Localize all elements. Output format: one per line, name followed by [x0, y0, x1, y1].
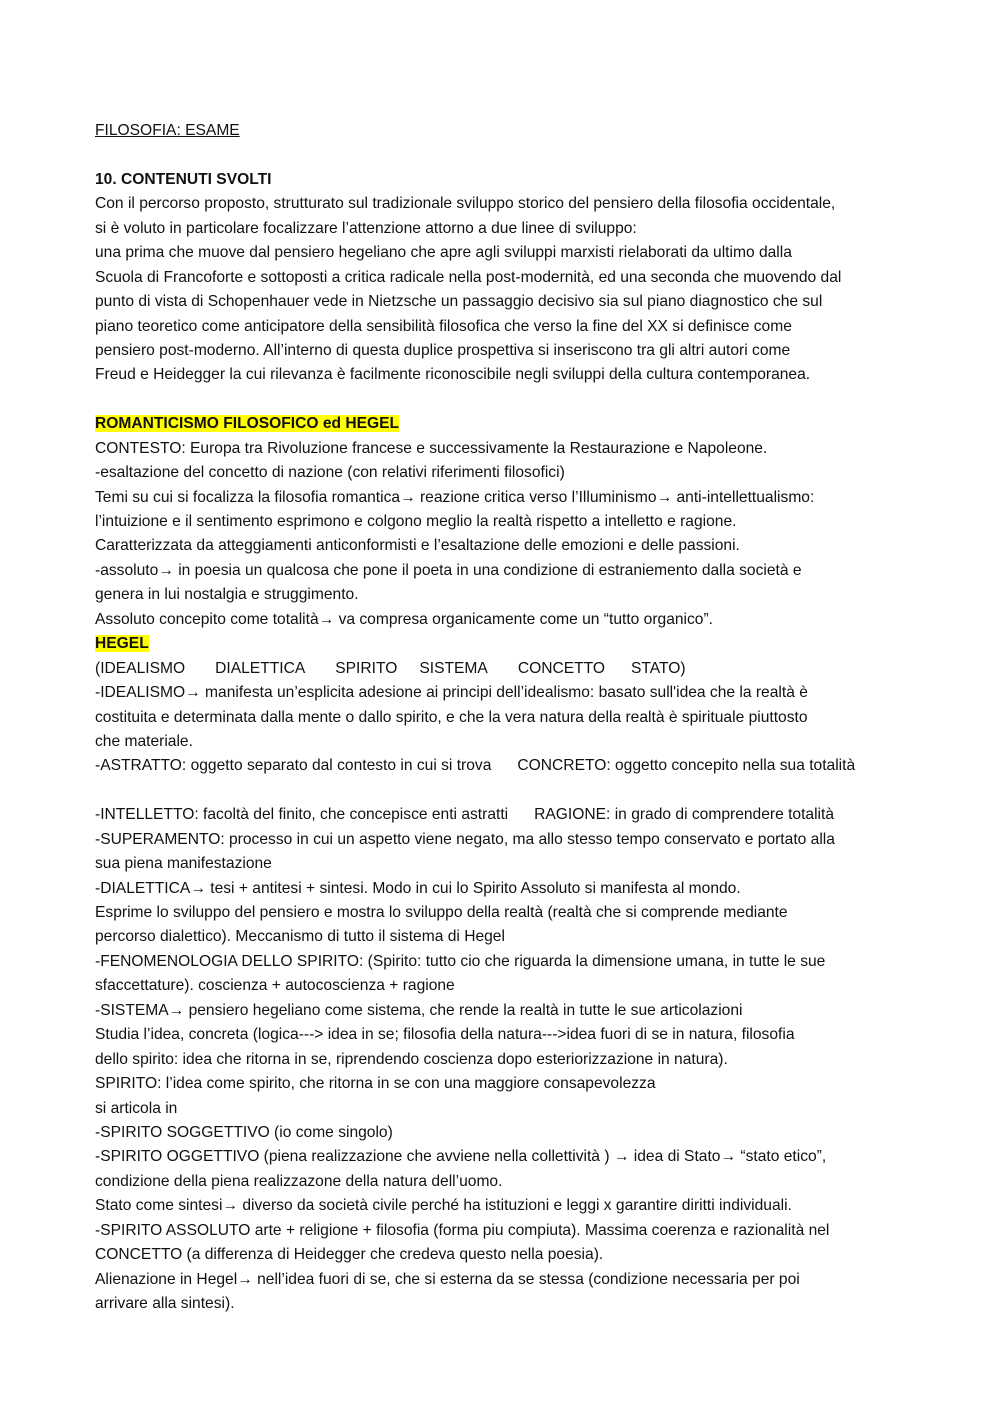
arrow-right-icon: →	[185, 684, 201, 702]
blank-line	[95, 779, 915, 803]
text-span: Temi su cui si focalizza la filosofia romantica	[95, 488, 401, 506]
paragraph-line: -SPIRITO SOGGETTIVO (io come singolo)	[95, 1123, 393, 1141]
paragraph-line: SPIRITO: l’idea come spirito, che ritorna in se con una maggiore consapevolezza	[95, 1075, 656, 1093]
text-span: “stato etico”,	[736, 1148, 827, 1166]
paragraph-line: -SPIRITO ASSOLUTO arte + religione + filosofia (forma piu compiuta). Massima coerenza e razionalità nel	[95, 1221, 830, 1239]
paragraph-line: si articola in	[95, 1099, 178, 1117]
paragraph-line: genera in lui nostalgia e struggimento.	[95, 586, 359, 604]
text-span: nell’idea fuori di se, che si esterna da se stessa (condizione necessaria per poi	[252, 1270, 800, 1288]
keyword: (IDEALISMO	[95, 659, 186, 677]
paragraph-line: Con il percorso proposto, strutturato sul tradizionale sviluppo storico del pensiero della filosofia occidentale,	[95, 195, 836, 213]
keyword: SPIRITO	[335, 659, 398, 677]
paragraph-line: sfaccettature). coscienza + autocoscienza + ragione	[95, 977, 455, 995]
paragraph-line: Freud e Heidegger la cui rilevanza è facilmente riconoscibile negli sviluppi della cultura contemporanea.	[95, 366, 811, 384]
arrow-right-icon: →	[400, 488, 416, 506]
document-title: FILOSOFIA: ESAME	[95, 122, 240, 139]
ragione-text: RAGIONE: in grado di comprendere totalità	[534, 806, 835, 824]
arrow-right-icon: →	[237, 1270, 253, 1288]
paragraph-line: Caratterizzata da atteggiamenti anticonformisti e l’esaltazione delle emozioni e delle passioni.	[95, 537, 740, 555]
document-page	[95, 119, 915, 1316]
paragraph-line: costituita e determinata dalla mente o dallo spirito, e che la vera natura della realtà è spirituale piuttosto	[95, 708, 808, 726]
paragraph-line: che materiale.	[95, 732, 193, 750]
paragraph-line	[95, 608, 915, 632]
paragraph-line: percorso dialettico). Meccanismo di tutto il sistema di Hegel	[95, 928, 505, 946]
paragraph-line	[95, 1194, 915, 1218]
highlighted-heading-hegel: HEGEL	[95, 635, 149, 653]
paragraph-line: condizione della piena realizzazone della natura dell’uomo.	[95, 1172, 503, 1190]
paragraph-line: pensiero post-moderno. All’interno di questa duplice prospettiva si inseriscono tra gli altri autori come	[95, 341, 791, 359]
blank-line	[95, 388, 915, 412]
paragraph-line: CONTESTO: Europa tra Rivoluzione francese e successivamente la Restaurazione e Napoleone.	[95, 439, 768, 457]
arrow-right-icon: →	[222, 1197, 239, 1215]
paragraph-line: l’intuizione e il sentimento esprimono e colgono meglio la realtà rispetto a intelletto e ragione.	[95, 513, 737, 530]
paragraph-line: Studia l’idea, concreta (logica---> idea in se; filosofia della natura--->idea fuori di se in natura, filosofia	[95, 1026, 795, 1044]
paragraph-line: CONCETTO (a differenza di Heidegger che credeva questo nella poesia).	[95, 1246, 604, 1264]
paragraph-line	[95, 486, 915, 510]
paragraph-line	[95, 1268, 915, 1292]
text-span: diverso da società civile perché ha istituzioni e leggi x garantire diritti individuali.	[238, 1197, 792, 1215]
text-span: Assoluto concepito come totalità	[95, 610, 319, 628]
arrow-right-icon: →	[158, 561, 174, 579]
paragraph-line: si è voluto in particolare focalizzare l’attenzione attorno a due linee di sviluppo:	[95, 219, 637, 237]
paragraph-line	[95, 1145, 915, 1169]
paragraph-line: Esprime lo sviluppo del pensiero e mostra lo sviluppo della realtà (realtà che si comprende mediante	[95, 904, 788, 921]
paragraph-line: dello spirito: idea che ritorna in se, riprendendo coscienza dopo esteriorizzazione in natura).	[95, 1050, 728, 1068]
paragraph-line	[95, 681, 915, 705]
arrow-right-icon: →	[720, 1148, 737, 1166]
text-span: Stato come sintesi	[95, 1197, 223, 1215]
arrow-right-icon: →	[318, 610, 335, 628]
blank-line	[95, 143, 915, 167]
text-span: reazione critica verso l’Illuminismo	[415, 488, 657, 506]
highlighted-heading-romanticismo: ROMANTICISMO FILOSOFICO ed HEGEL	[95, 415, 400, 433]
keyword: SISTEMA	[419, 659, 488, 677]
section-heading-contenuti: 10. CONTENUTI SVOLTI	[95, 170, 272, 188]
text-span: -IDEALISMO	[95, 684, 186, 702]
concreto-text: CONCRETO: oggetto concepito nella sua totalità	[517, 757, 856, 775]
astratto-text: -ASTRATTO: oggetto separato dal contesto in cui si trova	[95, 757, 492, 775]
text-span: -DIALETTICA	[95, 879, 191, 897]
paragraph-line: Scuola di Francoforte e sottoposti a critica radicale nella post-modernità, ed una seconda che muovendo dal	[95, 268, 842, 286]
text-span: va compresa organicamente come un “tutto organico”.	[334, 610, 714, 628]
paragraph-line: arrivare alla sintesi).	[95, 1295, 235, 1312]
paragraph-line: -SUPERAMENTO: processo in cui un aspetto viene negato, ma allo stesso tempo conservato e portato alla	[95, 830, 835, 848]
paragraph-line: -esaltazione del concetto di nazione (con relativi riferimenti filosofici)	[95, 464, 565, 482]
paragraph-line	[95, 877, 915, 901]
keyword-line	[95, 657, 915, 681]
keyword: CONCETTO	[517, 659, 606, 677]
text-span: idea di Stato	[629, 1148, 721, 1166]
text-span: Alienazione in Hegel	[95, 1270, 238, 1288]
text-span: pensiero hegeliano come sistema, che rende la realtà in tutte le sue articolazioni	[184, 1001, 743, 1019]
paragraph-line	[95, 559, 915, 583]
arrow-right-icon: →	[168, 1001, 185, 1019]
intelletto-text: -INTELLETTO: facoltà del finito, che concepisce enti astratti	[95, 806, 509, 824]
arrow-right-icon: →	[613, 1148, 630, 1166]
text-span: manifesta un’esplicita adesione ai principi dell’idealismo: basato sull'idea che la realtà è	[200, 684, 808, 702]
paragraph-line	[95, 754, 915, 778]
text-span: tesi + antitesi + sintesi. Modo in cui lo Spirito Assoluto si manifesta al mondo.	[205, 879, 741, 897]
text-span: -SPIRITO OGGETTIVO (piena realizzazione che avviene nella collettività )	[95, 1148, 614, 1166]
paragraph-line: -FENOMENOLOGIA DELLO SPIRITO: (Spirito: tutto cio che riguarda la dimensione umana, in tutte le sue	[95, 952, 826, 970]
keyword: DIALETTICA	[215, 659, 306, 677]
arrow-right-icon: →	[190, 879, 206, 897]
text-span: anti-intellettualismo:	[672, 488, 815, 506]
paragraph-line: sua piena manifestazione	[95, 855, 272, 873]
paragraph-line: punto di vista di Schopenhauer vede in Nietzsche un passaggio decisivo sia sul piano diagnostico che sul	[95, 293, 823, 311]
text-span: -SISTEMA	[95, 1001, 169, 1019]
text-span: -assoluto	[95, 561, 159, 579]
text-span: in poesia un qualcosa che pone il poeta in una condizione di estraniemento dalla società e	[173, 561, 802, 579]
paragraph-line: una prima che muove dal pensiero hegeliano che apre agli sviluppi marxisti rielaborati da ultimo dalla	[95, 244, 792, 262]
paragraph-line	[95, 999, 915, 1023]
keyword: STATO)	[631, 659, 686, 677]
paragraph-line: piano teoretico come anticipatore della sensibilità filosofica che verso la fine del XX si definisce come	[95, 317, 792, 335]
paragraph-line	[95, 803, 915, 827]
arrow-right-icon: →	[656, 488, 673, 506]
